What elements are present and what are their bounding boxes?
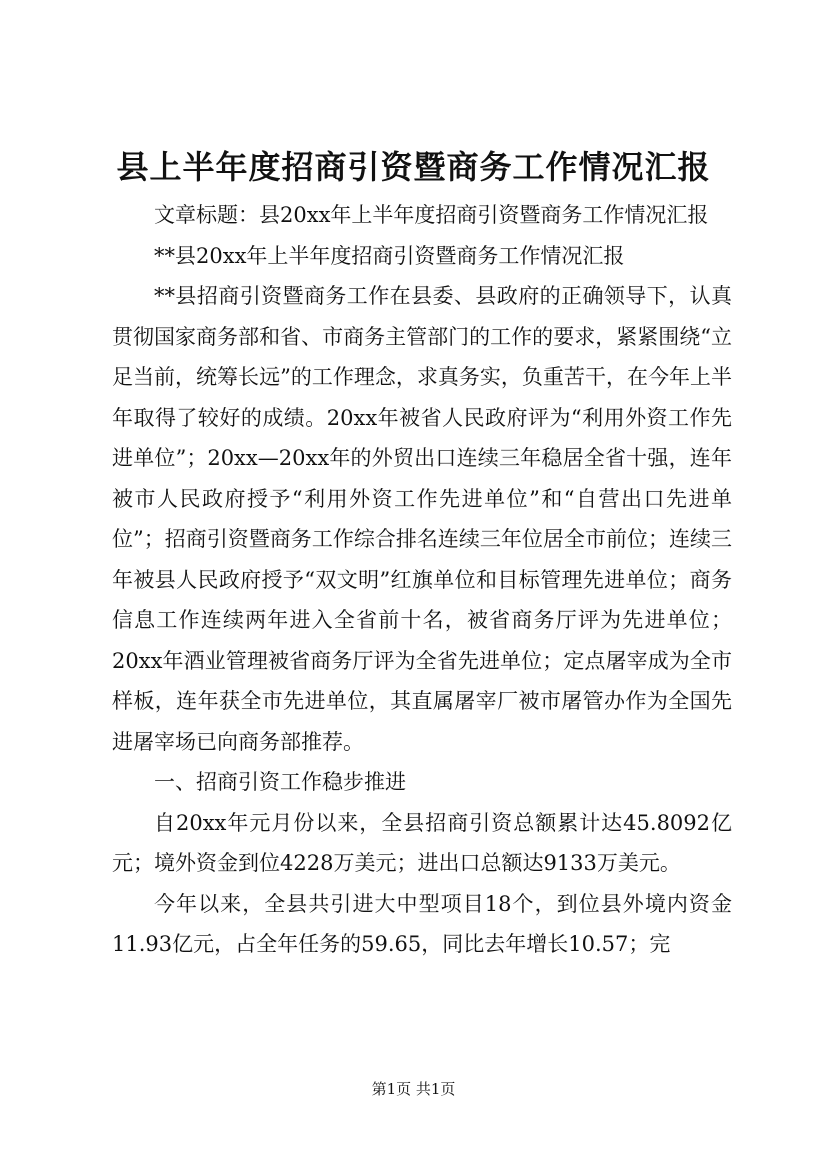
body-paragraph: 自20xx年元月份以来，全县招商引资总额累计达45.8092亿元；境外资金到位4228万美元；进出口总额达9133万美元。 (112, 810, 732, 875)
body-paragraph: 今年以来，全县共引进大中型项目18个，到位县外境内资金11.93亿元，占全年任务的59.65，同比去年增长10.57；完 (112, 891, 732, 956)
article-title-line: 文章标题：县20xx年上半年度招商引资暨商务工作情况汇报 (154, 203, 709, 227)
document-body (112, 195, 732, 965)
section-heading: 一、招商引资工作稳步推进 (154, 770, 406, 794)
document-title: 县上半年度招商引资暨商务工作情况汇报 (116, 148, 711, 186)
page-footer: 第1页 共1页 (371, 1080, 456, 1098)
report-heading: **县20xx年上半年度招商引资暨商务工作情况汇报 (154, 243, 625, 268)
intro-paragraph: **县招商引资暨商务工作在县委、县政府的正确领导下，认真贯彻国家商务部和省、市商务主管部门的工作的要求，紧紧围绕“立足当前，统筹长远”的工作理念，求真务实，负重苦干，在今年上半年取得了较好的成绩。20xx年被省人民政府评为“利用外资工作先进单位”；20xx—20xx年的外贸出口连续三年稳居全省十强，连年被市人民政府授予“利用外资工作先进单位”和“自营出口先进单位”；招商引资暨商务工作综合排名连续三年位居全市前位；连续三年被县人民政府授予“双文明”红旗单位和目标管理先进单位；商务信息工作连续两年进入全省前十名，被省商务厅评为先进单位；20xx年酒业管理被省商务厅评为全省先进单位；定点屠宰成为全市样板，连年获全市先进单位，其直属屠宰厂被市屠管办作为全国先进屠宰场已向商务部推荐。 (112, 284, 732, 754)
